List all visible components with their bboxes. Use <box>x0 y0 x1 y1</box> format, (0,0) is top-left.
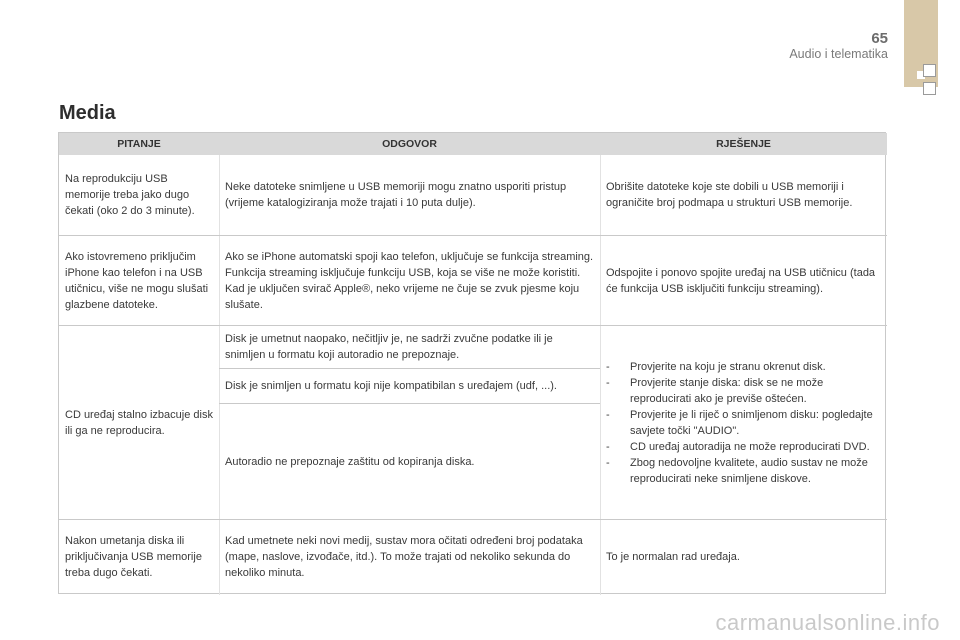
section-title: Audio i telematika <box>789 47 888 61</box>
faq-table <box>58 132 886 594</box>
row1-answer: Neke datoteke snimljene u USB memoriji mogu znatno usporiti pristup (vrijeme katalogiziranja može trajati i 10 puta dulje). <box>225 181 567 209</box>
row1-solution: Obrišite datoteke koje ste dobili u USB memoriji i ograničite broj podmapa u strukturi USB memorije. <box>606 181 853 209</box>
watermark: carmanualsonline.info <box>715 610 940 635</box>
row4-question: Nakon umetanja diska ili priključivanja USB memorije treba dugo čekati. <box>65 535 202 579</box>
list-item: - Provjerite na koju je stranu okrenut disk. <box>606 359 881 375</box>
row3-question: CD uređaj stalno izbacuje disk ili ga ne reproducira. <box>65 408 213 437</box>
page-number: 65 <box>871 30 888 47</box>
row1-question: Na reprodukciju USB memorije treba jako dugo čekati (oko 2 do 3 minute). <box>65 173 195 217</box>
column-header-question: PITANJE <box>59 133 219 155</box>
page-title: Media <box>59 102 116 124</box>
column-header-answer: ODGOVOR <box>219 133 600 155</box>
solution-list <box>606 359 881 487</box>
row3-solution <box>600 326 887 519</box>
list-item: - Provjerite je li riječ o snimljenom disku: pogledajte savjete točki "AUDIO". <box>606 407 881 439</box>
list-item: - Zbog nedovoljne kvalitete, audio sustav ne može reproducirati neke snimljene diskove. <box>606 455 881 487</box>
row3-answer-3: Autoradio ne prepoznaje zaštitu od kopiranja diska. <box>225 455 475 468</box>
row3-answer-1: Disk je umetnut naopako, nečitljiv je, ne sadrži zvučne podatke ili je snimljen u formatu koji autoradio ne prepoznaje. <box>225 333 553 361</box>
row4-answer: Kad umetnete neki novi medij, sustav mora očitati određeni broj podataka (mape, naslove, izvođače, itd.). To može trajati od nekoliko sekunda do nekoliko minuta. <box>225 535 583 579</box>
row3-answer-2: Disk je snimljen u formatu koji nije kompatibilan s uređajem (udf, ...). <box>225 380 557 392</box>
row4-solution: To je normalan rad uređaja. <box>606 551 740 563</box>
nav-square-icon <box>923 64 936 77</box>
list-item: - CD uređaj autoradija ne može reproducirati DVD. <box>606 439 881 455</box>
row2-question: Ako istovremeno priključim iPhone kao telefon i na USB utičnicu, više ne mogu slušati glazbene datoteke. <box>65 250 209 311</box>
column-header-solution: RJEŠENJE <box>600 133 887 155</box>
row2-answer: Ako se iPhone automatski spoji kao telefon, uključuje se funkcija streaming. Funkcija streaming isključuje funkciju USB, koja se više ne može koristiti. Kad je uključen svirač Apple®, neko vrijeme ne čuje se zvuk pjesme koju slušate. <box>225 250 594 311</box>
nav-square-icon <box>923 82 936 95</box>
list-item: - Provjerite stanje diska: disk se ne može reproducirati ako je previše oštećen. <box>606 375 881 407</box>
row2-solution: Odspojite i ponovo spojite uređaj na USB utičnicu (tada će funkcija USB isključiti funkciju streaming). <box>606 266 876 295</box>
